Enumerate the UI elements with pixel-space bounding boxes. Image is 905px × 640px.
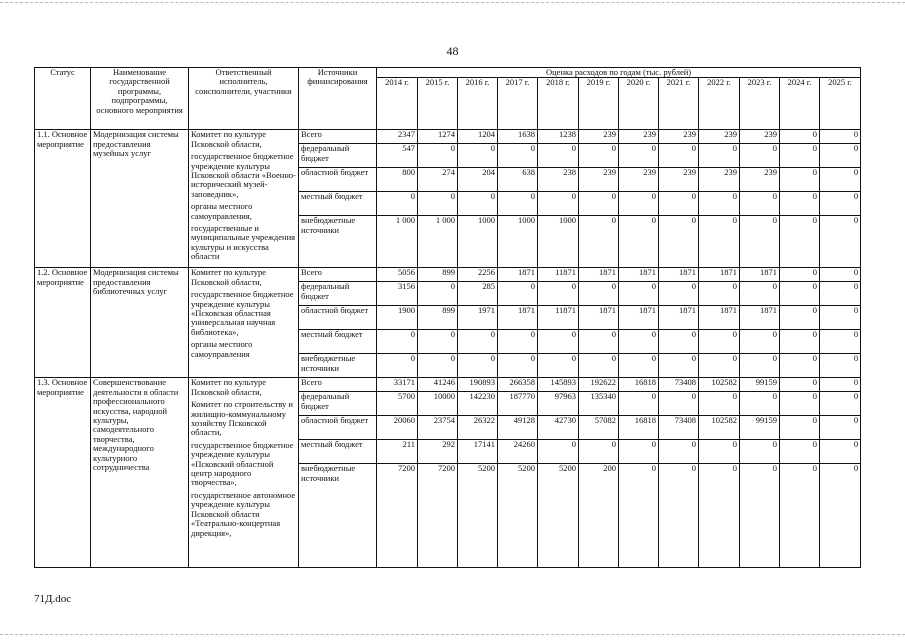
amount-cell: 0 [498, 192, 538, 216]
amount-cell: 0 [780, 306, 820, 330]
responsible-cell [189, 268, 299, 378]
amount-cell: 0 [377, 330, 418, 354]
amount-cell: 638 [498, 168, 538, 192]
amount-cell: 0 [619, 354, 659, 378]
amount-cell: 0 [579, 216, 619, 268]
amount-cell: 0 [780, 354, 820, 378]
amount-cell: 0 [619, 216, 659, 268]
amount-cell: 1 000 [418, 216, 458, 268]
responsible-party: Комитет по культуре Псковской области, [191, 267, 267, 287]
amount-cell: 33171 [377, 378, 418, 392]
funding-source-cell: внебюджетные источники [299, 216, 377, 268]
header-sources: Источники финансирования [299, 68, 377, 130]
amount-cell: 239 [619, 168, 659, 192]
amount-cell: 0 [538, 144, 579, 168]
amount-cell: 0 [659, 330, 699, 354]
bottom-scan-edge [0, 634, 905, 635]
amount-cell: 99159 [740, 378, 780, 392]
amount-cell: 0 [780, 464, 820, 568]
amount-cell: 0 [740, 144, 780, 168]
amount-cell: 0 [780, 192, 820, 216]
year-header: 2018 г. [538, 78, 579, 130]
amount-cell: 239 [659, 130, 699, 144]
amount-cell: 0 [377, 354, 418, 378]
funding-source-cell: Всего [299, 130, 377, 144]
year-header: 2015 г. [418, 78, 458, 130]
amount-cell: 0 [740, 440, 780, 464]
amount-cell: 2256 [458, 268, 498, 282]
amount-cell: 0 [538, 354, 579, 378]
funding-source-cell: местный бюджет [299, 330, 377, 354]
amount-cell: 0 [619, 144, 659, 168]
amount-cell: 99159 [740, 416, 780, 440]
amount-cell: 1871 [659, 268, 699, 282]
amount-cell: 1871 [498, 268, 538, 282]
amount-cell: 0 [820, 378, 861, 392]
status-cell: 1.1. Основное мероприятие [35, 130, 91, 268]
amount-cell: 0 [699, 440, 740, 464]
amount-cell: 0 [458, 354, 498, 378]
amount-cell: 0 [820, 440, 861, 464]
amount-cell: 204 [458, 168, 498, 192]
status-cell: 1.3. Основное мероприятие [35, 378, 91, 568]
funding-source-cell: областной бюджет [299, 306, 377, 330]
amount-cell: 0 [619, 330, 659, 354]
amount-cell: 0 [699, 282, 740, 306]
amount-cell: 239 [579, 168, 619, 192]
amount-cell: 238 [538, 168, 579, 192]
responsible-party: государственное автономное учреждение культуры Псковской области «Театрально-концертная дирекция», [191, 489, 296, 538]
amount-cell: 1871 [579, 268, 619, 282]
amount-cell: 0 [538, 192, 579, 216]
amount-cell: 1871 [619, 268, 659, 282]
amount-cell: 1238 [538, 130, 579, 144]
responsible-party: Комитет по культуре Псковской области, [191, 129, 267, 149]
amount-cell: 285 [458, 282, 498, 306]
amount-cell: 73408 [659, 416, 699, 440]
amount-cell: 0 [619, 440, 659, 464]
amount-cell: 0 [498, 330, 538, 354]
measure-name-cell: Модернизация системы предоставления библиотечных услуг [91, 268, 189, 378]
responsible-party: государственное бюджетное учреждение культуры «Псковская областная универсальная научная библиотека», [191, 289, 294, 337]
amount-cell: 0 [619, 192, 659, 216]
amount-cell: 42730 [538, 416, 579, 440]
amount-cell: 1000 [498, 216, 538, 268]
amount-cell: 0 [579, 330, 619, 354]
amount-cell: 0 [377, 192, 418, 216]
amount-cell: 0 [579, 282, 619, 306]
amount-cell: 16818 [619, 378, 659, 392]
amount-cell: 292 [418, 440, 458, 464]
amount-cell: 0 [820, 130, 861, 144]
amount-cell: 0 [659, 216, 699, 268]
page-number: 48 [446, 44, 459, 58]
header-name: Наименование государственной программы, подпрограммы, основного мероприятия [91, 68, 189, 130]
funding-source-cell: Всего [299, 268, 377, 282]
amount-cell: 0 [699, 330, 740, 354]
amount-cell: 192622 [579, 378, 619, 392]
funding-source-cell: федеральный бюджет [299, 392, 377, 416]
amount-cell: 0 [780, 440, 820, 464]
amount-cell: 0 [780, 378, 820, 392]
amount-cell: 0 [579, 192, 619, 216]
responsible-cell [189, 130, 299, 268]
table-row [35, 378, 861, 392]
amount-cell: 26322 [458, 416, 498, 440]
amount-cell: 1900 [377, 306, 418, 330]
amount-cell: 0 [820, 464, 861, 568]
year-header: 2025 г. [820, 78, 861, 130]
amount-cell: 1000 [458, 216, 498, 268]
amount-cell: 0 [498, 282, 538, 306]
responsible-party: Комитет по культуре Псковской области, [191, 377, 267, 397]
amount-cell: 1 000 [377, 216, 418, 268]
responsible-party: государственное бюджетное учреждение культуры Псковской области «Военно-исторический музей-заповедник», [191, 151, 296, 199]
amount-cell: 0 [740, 464, 780, 568]
amount-cell: 0 [780, 330, 820, 354]
amount-cell: 1871 [699, 268, 740, 282]
amount-cell: 0 [699, 216, 740, 268]
amount-cell: 239 [740, 168, 780, 192]
amount-cell: 0 [418, 330, 458, 354]
header-responsible: Ответственный исполнитель, соисполнители, участники [189, 68, 299, 130]
amount-cell: 10000 [418, 392, 458, 416]
amount-cell: 239 [579, 130, 619, 144]
amount-cell: 0 [820, 192, 861, 216]
amount-cell: 239 [619, 130, 659, 144]
amount-cell: 0 [820, 282, 861, 306]
year-header: 2024 г. [780, 78, 820, 130]
amount-cell: 239 [740, 130, 780, 144]
amount-cell: 0 [699, 464, 740, 568]
funding-source-cell: местный бюджет [299, 440, 377, 464]
amount-cell: 142230 [458, 392, 498, 416]
amount-cell: 0 [820, 306, 861, 330]
amount-cell: 1871 [659, 306, 699, 330]
amount-cell: 0 [659, 282, 699, 306]
year-header: 2022 г. [699, 78, 740, 130]
amount-cell: 0 [579, 144, 619, 168]
amount-cell: 1871 [619, 306, 659, 330]
amount-cell: 0 [619, 282, 659, 306]
amount-cell: 899 [418, 268, 458, 282]
amount-cell: 190893 [458, 378, 498, 392]
amount-cell: 0 [740, 216, 780, 268]
amount-cell: 200 [579, 464, 619, 568]
amount-cell: 0 [458, 330, 498, 354]
responsible-party: органы местного самоуправления [191, 339, 253, 359]
amount-cell: 23754 [418, 416, 458, 440]
amount-cell: 0 [740, 392, 780, 416]
amount-cell: 0 [579, 440, 619, 464]
amount-cell: 5056 [377, 268, 418, 282]
amount-cell: 1638 [498, 130, 538, 144]
funding-source-cell: Всего [299, 378, 377, 392]
year-header: 2017 г. [498, 78, 538, 130]
amount-cell: 0 [699, 392, 740, 416]
measure-name-cell: Модернизация системы предоставления музейных услуг [91, 130, 189, 268]
year-header: 2019 г. [579, 78, 619, 130]
amount-cell: 1871 [740, 306, 780, 330]
amount-cell: 0 [498, 354, 538, 378]
amount-cell: 11871 [538, 306, 579, 330]
amount-cell: 1000 [538, 216, 579, 268]
amount-cell: 266358 [498, 378, 538, 392]
status-cell: 1.2. Основное мероприятие [35, 268, 91, 378]
amount-cell: 145893 [538, 378, 579, 392]
amount-cell: 0 [538, 282, 579, 306]
amount-cell: 49128 [498, 416, 538, 440]
amount-cell: 0 [780, 144, 820, 168]
amount-cell: 187770 [498, 392, 538, 416]
amount-cell: 11871 [538, 268, 579, 282]
year-header: 2020 г. [619, 78, 659, 130]
amount-cell: 0 [659, 354, 699, 378]
amount-cell: 0 [780, 282, 820, 306]
funding-source-cell: областной бюджет [299, 168, 377, 192]
responsible-party: государственные и муниципальные учреждения культуры и искусства области [191, 223, 296, 262]
amount-cell: 5700 [377, 392, 418, 416]
table-body [35, 130, 861, 568]
amount-cell: 0 [699, 192, 740, 216]
amount-cell: 0 [780, 216, 820, 268]
top-scan-edge [0, 2, 905, 3]
amount-cell: 547 [377, 144, 418, 168]
amount-cell: 5200 [458, 464, 498, 568]
amount-cell: 0 [538, 440, 579, 464]
year-header: 2016 г. [458, 78, 498, 130]
amount-cell: 0 [619, 464, 659, 568]
amount-cell: 0 [820, 354, 861, 378]
year-header: 2014 г. [377, 78, 418, 130]
amount-cell: 0 [780, 416, 820, 440]
amount-cell: 1871 [579, 306, 619, 330]
amount-cell: 1971 [458, 306, 498, 330]
amount-cell: 7200 [377, 464, 418, 568]
amount-cell: 239 [699, 130, 740, 144]
funding-source-cell: внебюджетные источники [299, 464, 377, 568]
amount-cell: 899 [418, 306, 458, 330]
amount-cell: 0 [418, 144, 458, 168]
amount-cell: 0 [740, 330, 780, 354]
amount-cell: 0 [699, 354, 740, 378]
amount-cell: 0 [820, 268, 861, 282]
amount-cell: 211 [377, 440, 418, 464]
header-estimate: Оценка расходов по годам (тыс. рублей) [377, 68, 861, 78]
amount-cell: 0 [740, 354, 780, 378]
amount-cell: 0 [659, 392, 699, 416]
expenditure-table [34, 67, 861, 568]
funding-source-cell: федеральный бюджет [299, 144, 377, 168]
amount-cell: 0 [780, 392, 820, 416]
amount-cell: 0 [780, 268, 820, 282]
amount-cell: 0 [619, 392, 659, 416]
amount-cell: 0 [740, 282, 780, 306]
amount-cell: 16818 [619, 416, 659, 440]
amount-cell: 0 [458, 144, 498, 168]
amount-cell: 102582 [699, 416, 740, 440]
amount-cell: 17141 [458, 440, 498, 464]
amount-cell: 1871 [498, 306, 538, 330]
amount-cell: 97963 [538, 392, 579, 416]
amount-cell: 2347 [377, 130, 418, 144]
funding-source-cell: федеральный бюджет [299, 282, 377, 306]
amount-cell: 0 [740, 192, 780, 216]
amount-cell: 0 [418, 192, 458, 216]
table-row [35, 130, 861, 144]
amount-cell: 0 [538, 330, 579, 354]
amount-cell: 239 [659, 168, 699, 192]
amount-cell: 0 [820, 330, 861, 354]
amount-cell: 0 [820, 168, 861, 192]
amount-cell: 0 [820, 216, 861, 268]
funding-source-cell: местный бюджет [299, 192, 377, 216]
year-header: 2023 г. [740, 78, 780, 130]
year-header: 2021 г. [659, 78, 699, 130]
amount-cell: 0 [418, 282, 458, 306]
amount-cell: 73408 [659, 378, 699, 392]
header-status: Статус [35, 68, 91, 130]
amount-cell: 0 [820, 392, 861, 416]
amount-cell: 1871 [699, 306, 740, 330]
table-row [35, 268, 861, 282]
amount-cell: 1274 [418, 130, 458, 144]
amount-cell: 41246 [418, 378, 458, 392]
responsible-party: органы местного самоуправления, [191, 201, 253, 221]
amount-cell: 0 [780, 168, 820, 192]
amount-cell: 0 [659, 440, 699, 464]
amount-cell: 24260 [498, 440, 538, 464]
amount-cell: 102582 [699, 378, 740, 392]
amount-cell: 0 [820, 416, 861, 440]
amount-cell: 800 [377, 168, 418, 192]
funding-source-cell: внебюджетные источники [299, 354, 377, 378]
amount-cell: 135340 [579, 392, 619, 416]
amount-cell: 0 [659, 144, 699, 168]
amount-cell: 0 [659, 464, 699, 568]
amount-cell: 0 [498, 144, 538, 168]
amount-cell: 0 [780, 130, 820, 144]
amount-cell: 7200 [418, 464, 458, 568]
amount-cell: 239 [699, 168, 740, 192]
amount-cell: 57082 [579, 416, 619, 440]
responsible-cell [189, 378, 299, 568]
amount-cell: 20060 [377, 416, 418, 440]
responsible-party: Комитет по строительству и жилищно-коммунальному хозяйству Псковской области, [191, 399, 293, 438]
header-row [35, 68, 861, 78]
amount-cell: 0 [579, 354, 619, 378]
funding-source-cell: областной бюджет [299, 416, 377, 440]
amount-cell: 5200 [538, 464, 579, 568]
amount-cell: 0 [458, 192, 498, 216]
responsible-party: государственное бюджетное учреждение культуры «Псковский областной центр народного творчества», [191, 439, 294, 488]
amount-cell: 1871 [740, 268, 780, 282]
amount-cell: 274 [418, 168, 458, 192]
amount-cell: 5200 [498, 464, 538, 568]
amount-cell: 0 [820, 144, 861, 168]
amount-cell: 3156 [377, 282, 418, 306]
measure-name-cell: Совершенствование деятельности в области профессионального искусства, народной культуры, самодеятельного творчества, международного культурного сотрудничества [91, 378, 189, 568]
amount-cell: 1204 [458, 130, 498, 144]
amount-cell: 0 [659, 192, 699, 216]
amount-cell: 0 [699, 144, 740, 168]
footer-filename: 71Д.doc [34, 593, 72, 605]
amount-cell: 0 [418, 354, 458, 378]
